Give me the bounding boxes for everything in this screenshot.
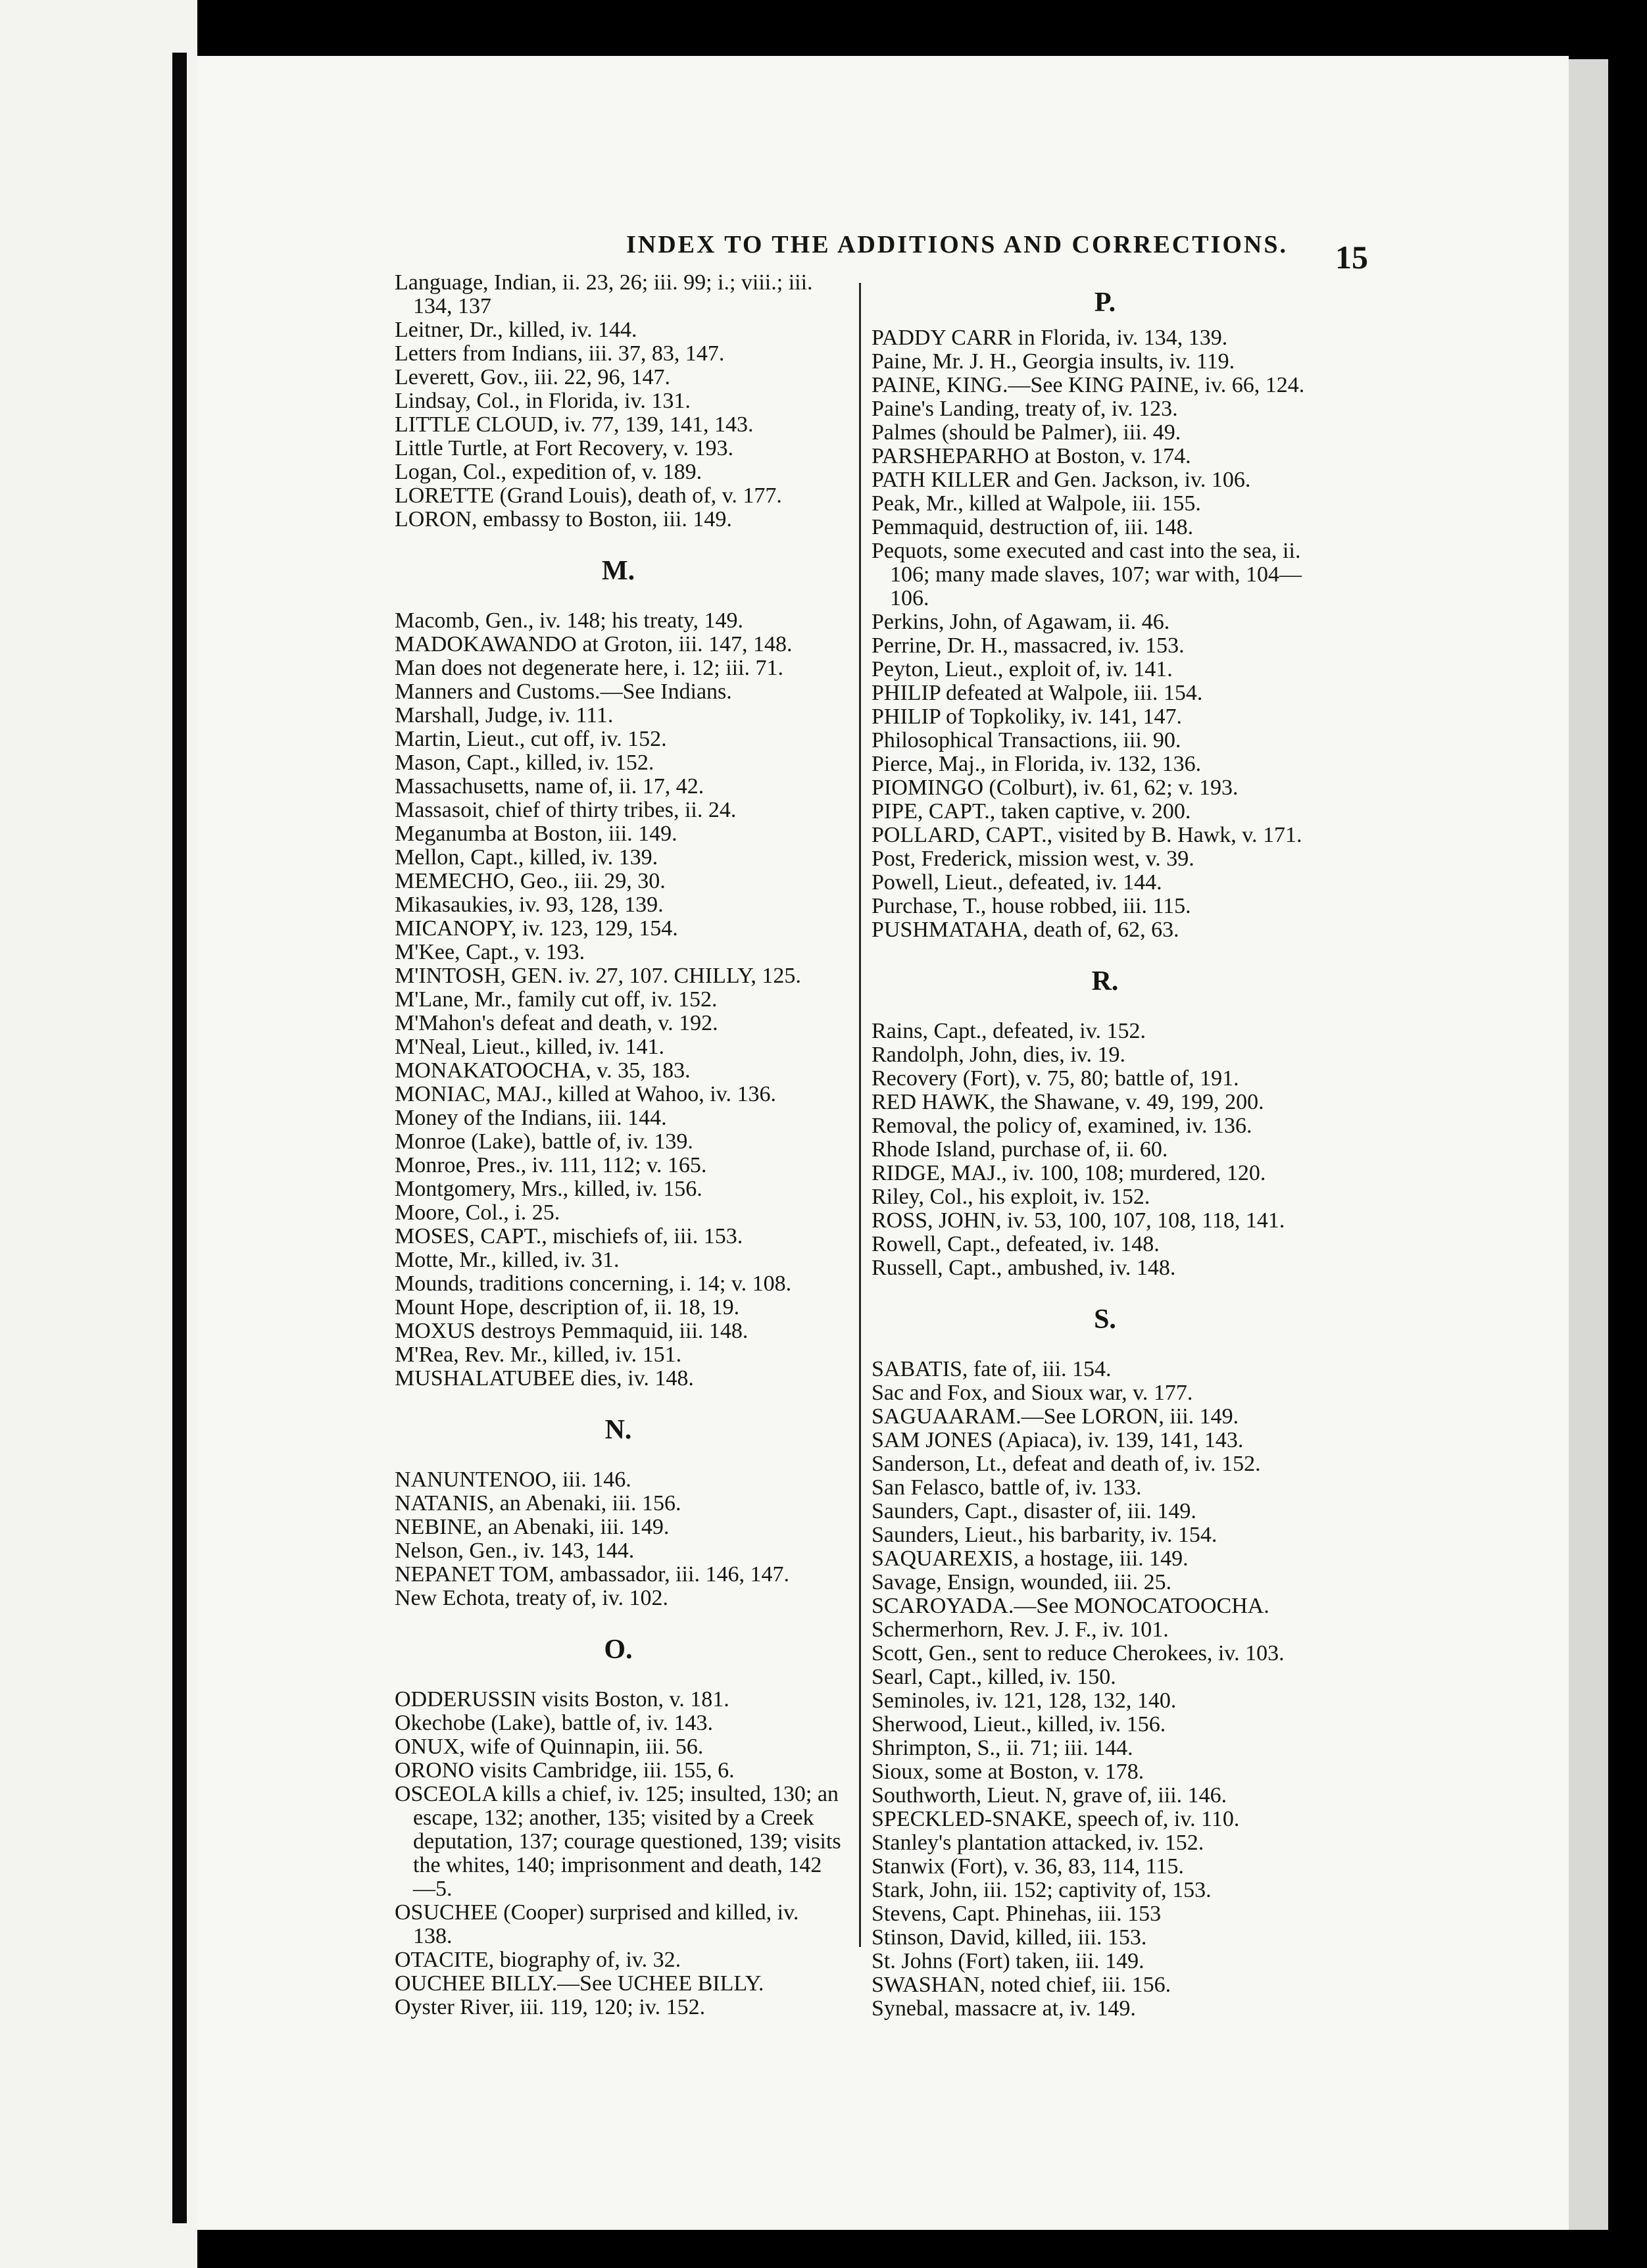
index-entry: Russell, Capt., ambushed, iv. 148. — [872, 1256, 1176, 1280]
index-entry: PIPE, CAPT., taken captive, v. 200. — [872, 799, 1191, 824]
index-entry: Okechobe (Lake), battle of, iv. 143. — [395, 1711, 714, 1735]
index-entry: Perkins, John, of Agawam, ii. 46. — [872, 610, 1170, 634]
section-letter: S. — [1094, 1304, 1116, 1335]
index-entry: Mellon, Capt., killed, iv. 139. — [395, 845, 658, 870]
index-entry: M'Rea, Rev. Mr., killed, iv. 151. — [395, 1343, 682, 1367]
index-entry: Leverett, Gov., iii. 22, 96, 147. — [395, 365, 670, 389]
facing-page-strip — [0, 0, 197, 2268]
index-entry: PAINE, KING.—See KING PAINE, iv. 66, 124. — [872, 373, 1305, 397]
index-entry: SPECKLED-SNAKE, speech of, iv. 110. — [872, 1807, 1240, 1831]
index-entry: Pierce, Maj., in Florida, iv. 132, 136. — [872, 752, 1202, 776]
index-entry: PUSHMATAHA, death of, 62, 63. — [872, 918, 1179, 942]
index-entry: Monroe (Lake), battle of, iv. 139. — [395, 1129, 693, 1154]
index-entry: Motte, Mr., killed, iv. 31. — [395, 1248, 620, 1272]
index-entry: PHILIP defeated at Walpole, iii. 154. — [872, 681, 1203, 705]
index-entry: Manners and Customs.—See Indians. — [395, 679, 732, 704]
section-letter: O. — [604, 1635, 633, 1665]
index-entry: Seminoles, iv. 121, 128, 132, 140. — [872, 1689, 1177, 1713]
index-column-right — [872, 271, 1339, 2021]
index-entry: Lindsay, Col., in Florida, iv. 131. — [395, 389, 691, 413]
index-entry: LORON, embassy to Boston, iii. 149. — [395, 507, 732, 531]
running-header: INDEX TO THE ADDITIONS AND CORRECTIONS. — [626, 231, 1288, 259]
index-entry: Logan, Col., expedition of, v. 189. — [395, 460, 702, 484]
section-letter: R. — [1091, 966, 1119, 997]
index-entry: Stevens, Capt. Phinehas, iii. 153 — [872, 1902, 1162, 1926]
book-gutter — [172, 53, 187, 2223]
index-entry: Massasoit, chief of thirty tribes, ii. 24. — [395, 798, 737, 822]
index-entry: Little Turtle, at Fort Recovery, v. 193. — [395, 436, 733, 460]
index-entry: PIOMINGO (Colburt), iv. 61, 62; v. 193. — [872, 776, 1239, 800]
index-entry: Nelson, Gen., iv. 143, 144. — [395, 1539, 635, 1563]
index-entry: NANUNTENOO, iii. 146. — [395, 1467, 631, 1492]
index-entry: Saunders, Capt., disaster of, iii. 149. — [872, 1499, 1196, 1523]
page-number: 15 — [1335, 239, 1368, 276]
index-entry: Stanwix (Fort), v. 36, 83, 114, 115. — [872, 1854, 1185, 1879]
index-entry: M'Mahon's defeat and death, v. 192. — [395, 1011, 718, 1035]
index-entry: OTACITE, biography of, iv. 32. — [395, 1948, 681, 1972]
index-entry: MOSES, CAPT., mischiefs of, iii. 153. — [395, 1224, 743, 1248]
index-entry: St. Johns (Fort) taken, iii. 149. — [872, 1949, 1144, 1973]
index-entry: NATANIS, an Abenaki, iii. 156. — [395, 1491, 681, 1516]
index-entry: Stanley's plantation attacked, iv. 152. — [872, 1831, 1204, 1855]
index-entry: ROSS, JOHN, iv. 53, 100, 107, 108, 118, 141. — [872, 1208, 1285, 1233]
index-entry: MONIAC, MAJ., killed at Wahoo, iv. 136. — [395, 1082, 776, 1106]
column-divider — [859, 283, 861, 1947]
index-entry: SAM JONES (Apiaca), iv. 139, 141, 143. — [872, 1428, 1244, 1452]
index-entry: Pequots, some executed and cast into the sea, ii. 106; many made slaves, 107; war with, 104—106. — [872, 539, 1302, 610]
index-entry: PARSHEPARHO at Boston, v. 174. — [872, 444, 1191, 468]
index-entry: MEMECHO, Geo., iii. 29, 30. — [395, 869, 666, 893]
index-entry: Peak, Mr., killed at Walpole, iii. 155. — [872, 491, 1201, 516]
index-entry: Synebal, massacre at, iv. 149. — [872, 1996, 1136, 2021]
index-entry: Paine's Landing, treaty of, iv. 123. — [872, 397, 1178, 421]
index-entry: Monroe, Pres., iv. 111, 112; v. 165. — [395, 1153, 707, 1177]
index-entry: Riley, Col., his exploit, iv. 152. — [872, 1185, 1150, 1209]
index-entry: Randolph, John, dies, iv. 19. — [872, 1043, 1125, 1067]
index-column-left — [395, 271, 842, 2019]
index-entry: Schermerhorn, Rev. J. F., iv. 101. — [872, 1617, 1169, 1642]
index-entry: NEBINE, an Abenaki, iii. 149. — [395, 1515, 670, 1539]
index-entry: Stinson, David, killed, iii. 153. — [872, 1925, 1147, 1950]
index-entry: Montgomery, Mrs., killed, iv. 156. — [395, 1177, 702, 1201]
index-entry: SWASHAN, noted chief, iii. 156. — [872, 1973, 1171, 1997]
index-entry: OSUCHEE (Cooper) surprised and killed, iv. 138. — [395, 1900, 799, 1948]
index-entry: Powell, Lieut., defeated, iv. 144. — [872, 870, 1162, 895]
index-entry: MOXUS destroys Pemmaquid, iii. 148. — [395, 1319, 749, 1343]
index-entry: Massachusetts, name of, ii. 17, 42. — [395, 774, 704, 799]
index-entry: MADOKAWANDO at Groton, iii. 147, 148. — [395, 632, 793, 656]
index-entry: PATH KILLER and Gen. Jackson, iv. 106. — [872, 468, 1251, 492]
page-edge — [1569, 59, 1608, 2230]
index-entry: Language, Indian, ii. 23, 26; iii. 99; i.; viii.; iii. 134, 137 — [395, 270, 813, 318]
index-entry: OSCEOLA kills a chief, iv. 125; insulted, 130; an escape, 132; another, 135; visited by a Creek deputation, 137; courage questioned, 139; visits the whites, 140; imprisonment and death, 142—5. — [395, 1782, 841, 1901]
index-entry: New Echota, treaty of, iv. 102. — [395, 1586, 669, 1610]
index-entry: Mason, Capt., killed, iv. 152. — [395, 751, 654, 775]
index-entry: SCAROYADA.—See MONOCATOOCHA. — [872, 1594, 1269, 1618]
index-entry: Scott, Gen., sent to reduce Cherokees, iv. 103. — [872, 1641, 1285, 1665]
index-entry: M'Lane, Mr., family cut off, iv. 152. — [395, 987, 718, 1012]
index-entry: Moore, Col., i. 25. — [395, 1200, 560, 1225]
index-entry: ONUX, wife of Quinnapin, iii. 56. — [395, 1735, 704, 1759]
index-entry: Removal, the policy of, examined, iv. 136. — [872, 1114, 1252, 1138]
index-entry: RIDGE, MAJ., iv. 100, 108; murdered, 120. — [872, 1161, 1266, 1185]
index-entry: Sac and Fox, and Sioux war, v. 177. — [872, 1381, 1193, 1405]
index-entry: Mount Hope, description of, ii. 18, 19. — [395, 1295, 740, 1319]
index-entry: NEPANET TOM, ambassador, iii. 146, 147. — [395, 1562, 789, 1587]
index-entry: LORETTE (Grand Louis), death of, v. 177. — [395, 483, 782, 508]
index-entry: Recovery (Fort), v. 75, 80; battle of, 191. — [872, 1066, 1239, 1091]
index-entry: M'Neal, Lieut., killed, iv. 141. — [395, 1035, 664, 1059]
index-entry: MUSHALATUBEE dies, iv. 148. — [395, 1366, 694, 1391]
index-entry: Shrimpton, S., ii. 71; iii. 144. — [872, 1736, 1133, 1760]
index-entry: Macomb, Gen., iv. 148; his treaty, 149. — [395, 608, 744, 633]
index-entry: Mounds, traditions concerning, i. 14; v. 108. — [395, 1271, 792, 1296]
index-entry: Marshall, Judge, iv. 111. — [395, 703, 614, 727]
index-entry: SABATIS, fate of, iii. 154. — [872, 1357, 1112, 1381]
index-entry: PADDY CARR in Florida, iv. 134, 139. — [872, 326, 1228, 350]
index-entry: Pemmaquid, destruction of, iii. 148. — [872, 515, 1194, 539]
index-entry: Man does not degenerate here, i. 12; iii. 71. — [395, 656, 784, 680]
index-entry: ORONO visits Cambridge, iii. 155, 6. — [395, 1758, 735, 1783]
index-entry: Leitner, Dr., killed, iv. 144. — [395, 318, 637, 342]
index-entry: M'INTOSH, GEN. iv. 27, 107. CHILLY, 125. — [395, 964, 801, 988]
index-entry: POLLARD, CAPT., visited by B. Hawk, v. 171. — [872, 823, 1302, 847]
index-entry: Post, Frederick, mission west, v. 39. — [872, 847, 1194, 871]
index-entry: Philosophical Transactions, iii. 90. — [872, 728, 1181, 752]
index-entry: Money of the Indians, iii. 144. — [395, 1106, 667, 1130]
index-entry: Stark, John, iii. 152; captivity of, 153. — [872, 1878, 1212, 1902]
index-entry: Sherwood, Lieut., killed, iv. 156. — [872, 1712, 1166, 1737]
index-entry: SAGUAARAM.—See LORON, iii. 149. — [872, 1404, 1239, 1429]
index-entry: Perrine, Dr. H., massacred, iv. 153. — [872, 633, 1185, 658]
index-entry: M'Kee, Capt., v. 193. — [395, 940, 585, 964]
section-letter: M. — [601, 556, 635, 586]
index-entry: Paine, Mr. J. H., Georgia insults, iv. 119. — [872, 349, 1235, 374]
index-entry: Mikasaukies, iv. 93, 128, 139. — [395, 893, 664, 917]
index-entry: MICANOPY, iv. 123, 129, 154. — [395, 916, 678, 941]
index-entry: Rains, Capt., defeated, iv. 152. — [872, 1019, 1146, 1043]
index-entry: OUCHEE BILLY.—See UCHEE BILLY. — [395, 1971, 764, 1996]
index-entry: RED HAWK, the Shawane, v. 49, 199, 200. — [872, 1090, 1264, 1114]
index-entry: Meganumba at Boston, iii. 149. — [395, 822, 677, 846]
index-entry: MONAKATOOCHA, v. 35, 183. — [395, 1058, 691, 1083]
section-letter: P. — [1094, 287, 1116, 318]
index-entry: Sanderson, Lt., defeat and death of, iv. 152. — [872, 1452, 1261, 1476]
index-entry: Palmes (should be Palmer), iii. 49. — [872, 420, 1181, 445]
index-entry: SAQUAREXIS, a hostage, iii. 149. — [872, 1546, 1189, 1571]
index-entry: LITTLE CLOUD, iv. 77, 139, 141, 143. — [395, 412, 754, 437]
index-entry: Searl, Capt., killed, iv. 150. — [872, 1665, 1116, 1689]
index-entry: Saunders, Lieut., his barbarity, iv. 154. — [872, 1523, 1217, 1547]
index-entry: Oyster River, iii. 119, 120; iv. 152. — [395, 1995, 706, 2019]
index-entry: Southworth, Lieut. N, grave of, iii. 146. — [872, 1783, 1227, 1808]
index-entry: Savage, Ensign, wounded, iii. 25. — [872, 1570, 1172, 1594]
index-entry: PHILIP of Topkoliky, iv. 141, 147. — [872, 704, 1183, 729]
index-entry: San Felasco, battle of, iv. 133. — [872, 1475, 1142, 1500]
index-entry: Rowell, Capt., defeated, iv. 148. — [872, 1232, 1160, 1256]
index-entry: Letters from Indians, iii. 37, 83, 147. — [395, 341, 725, 366]
index-entry: Purchase, T., house robbed, iii. 115. — [872, 894, 1191, 918]
section-letter: N. — [604, 1415, 632, 1445]
index-entry: ODDERUSSIN visits Boston, v. 181. — [395, 1687, 729, 1712]
index-entry: Martin, Lieut., cut off, iv. 152. — [395, 727, 667, 751]
index-entry: Peyton, Lieut., exploit of, iv. 141. — [872, 657, 1173, 681]
index-entry: Rhode Island, purchase of, ii. 60. — [872, 1137, 1168, 1162]
index-entry: Sioux, some at Boston, v. 178. — [872, 1760, 1144, 1784]
